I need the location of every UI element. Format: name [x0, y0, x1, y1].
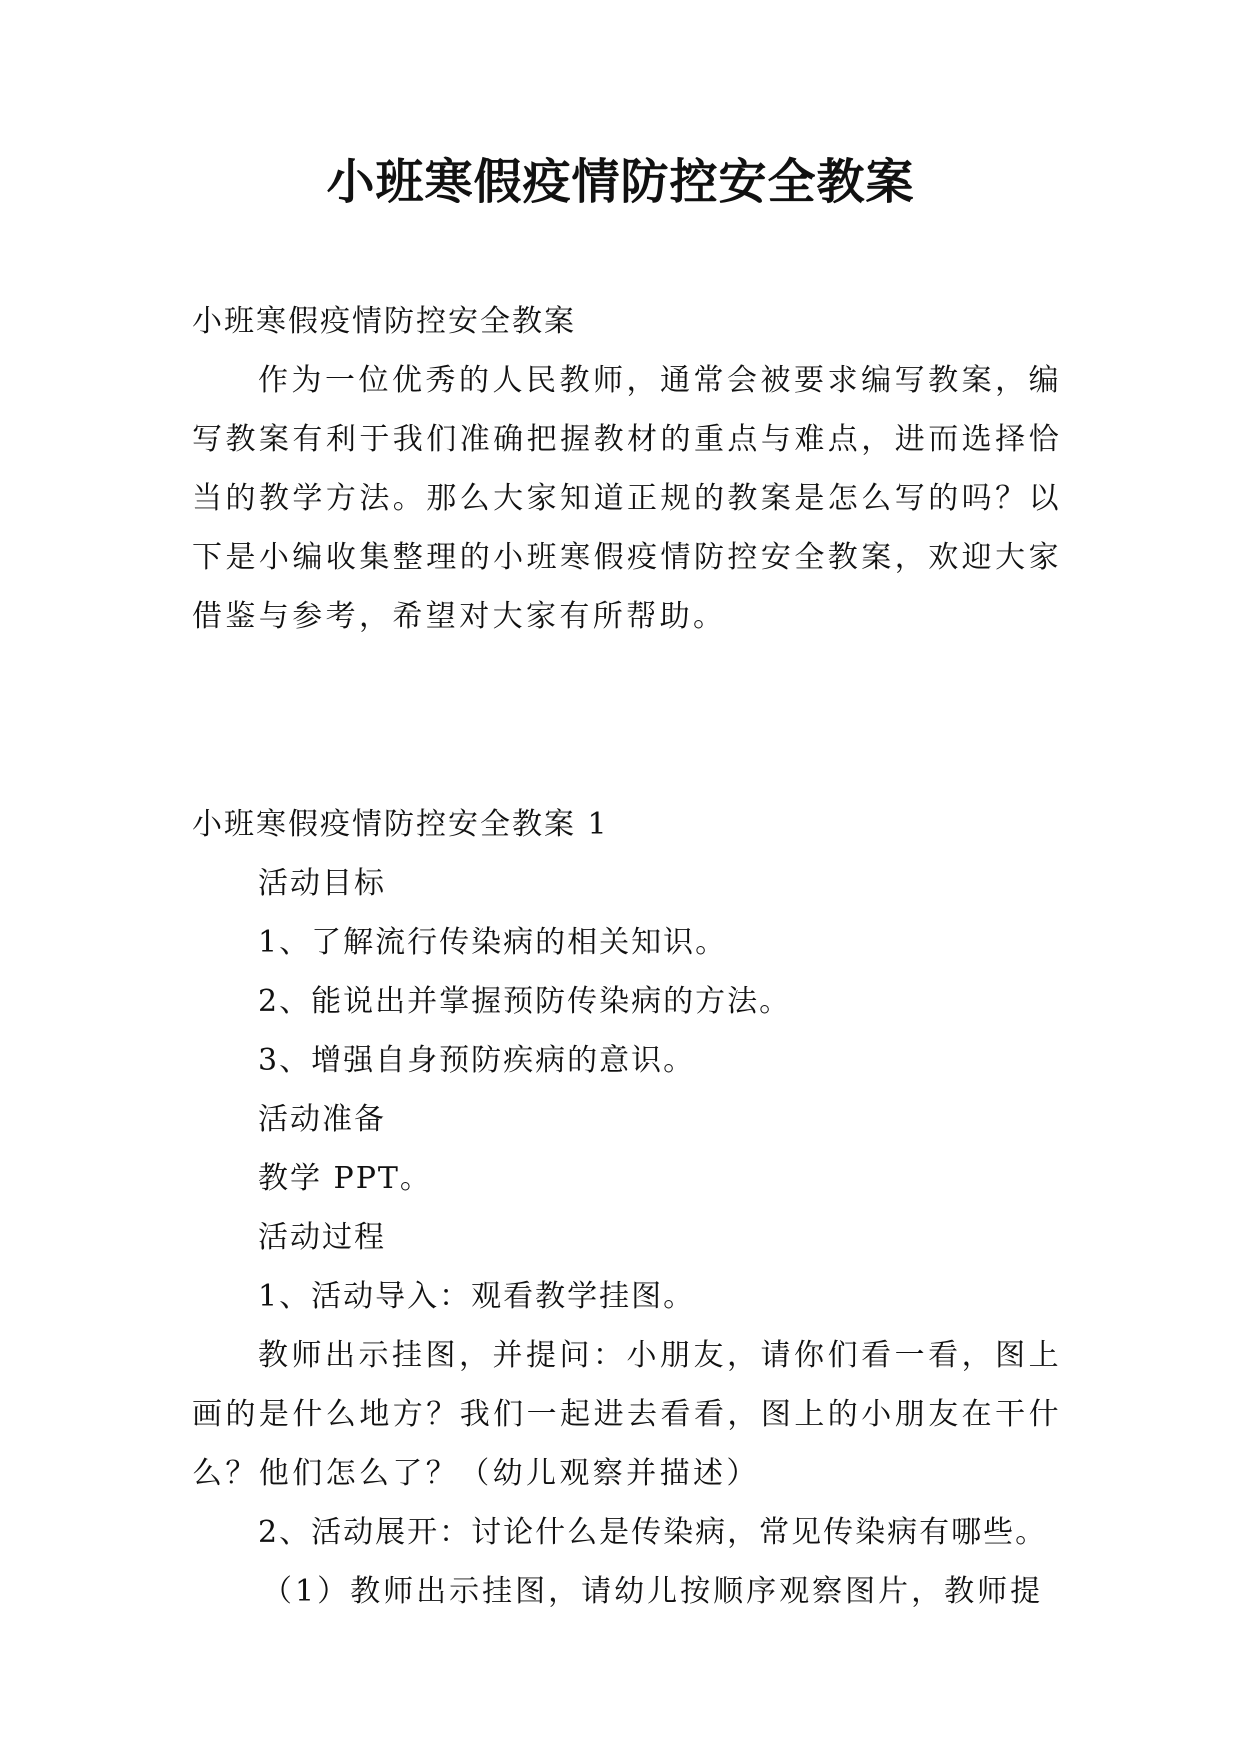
process-step: 1、活动导入：观看教学挂图。: [258, 1279, 696, 1314]
process-substep: （1）教师出示挂图，请幼儿按顺序观察图片，教师提: [262, 1574, 1044, 1609]
section-gap: [192, 646, 1062, 795]
process-step-detail: 教师出示挂图，并提问：小朋友，请你们看一看，图上画的是什么地方？我们一起进去看看，图上的小朋友在干什么？他们怎么了？（幼儿观察并描述）: [192, 1338, 1062, 1491]
process-heading: 活动过程: [258, 1220, 386, 1255]
prep-heading: 活动准备: [258, 1102, 386, 1137]
intro-paragraph: 作为一位优秀的人民教师，通常会被要求编写教案，编写教案有利于我们准确把握教材的重点与难点，进而选择恰当的教学方法。那么大家知道正规的教案是怎么写的吗？以下是小编收集整理的小班寒假疫情防控安全教案，欢迎大家借鉴与参考，希望对大家有所帮助。: [192, 363, 1062, 634]
goal-item: 1、了解流行传染病的相关知识。: [258, 925, 728, 960]
goals-heading: 活动目标: [258, 866, 386, 901]
document-title: 小班寒假疫情防控安全教案: [326, 154, 915, 210]
process-step: 2、活动展开：讨论什么是传染病，常见传染病有哪些。: [258, 1515, 1048, 1550]
prep-item: 教学 PPT。: [258, 1161, 432, 1196]
section-heading: 小班寒假疫情防控安全教案 1: [192, 807, 609, 842]
document-subtitle: 小班寒假疫情防控安全教案: [192, 304, 576, 339]
goal-item: 3、增强自身预防疾病的意识。: [258, 1043, 696, 1078]
goal-item: 2、能说出并掌握预防传染病的方法。: [258, 984, 792, 1019]
document-body: [192, 292, 1062, 1621]
